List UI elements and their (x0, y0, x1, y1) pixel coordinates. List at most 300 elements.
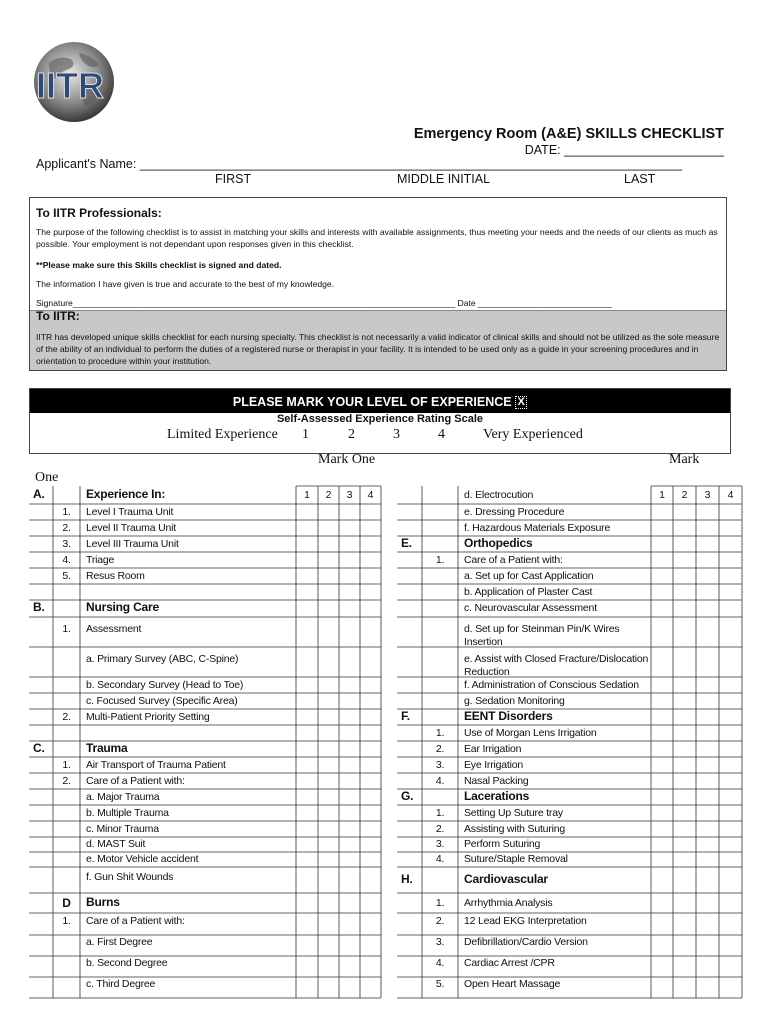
rating-4-checkbox[interactable] (719, 773, 742, 789)
rating-4-checkbox[interactable] (719, 837, 742, 852)
rating-3-checkbox[interactable] (339, 741, 360, 757)
rating-3-checkbox[interactable] (339, 520, 360, 536)
rating-2-checkbox[interactable] (673, 617, 696, 647)
rating-2-checkbox[interactable] (673, 935, 696, 956)
rating-1-checkbox[interactable] (296, 956, 318, 977)
rating-3-checkbox[interactable] (696, 568, 719, 584)
rating-1-checkbox[interactable] (651, 852, 673, 867)
rating-3-checkbox[interactable] (339, 956, 360, 977)
rating-2-checkbox[interactable] (318, 867, 339, 893)
rating-4-checkbox[interactable] (360, 693, 381, 709)
rating-4-checkbox[interactable] (360, 757, 381, 773)
rating-1-checkbox[interactable] (651, 821, 673, 837)
right-row-number: 2. (435, 742, 445, 755)
rating-1-checkbox[interactable] (651, 893, 673, 913)
rating-2-checkbox[interactable] (318, 552, 339, 568)
rating-4-checkbox[interactable] (719, 913, 742, 935)
rating-1-checkbox[interactable] (296, 617, 318, 647)
rating-2-checkbox[interactable] (673, 520, 696, 536)
rating-1-checkbox[interactable] (296, 805, 318, 821)
rating-4-checkbox[interactable] (719, 677, 742, 693)
rating-1-checkbox[interactable] (651, 913, 673, 935)
skill-label: Use of Morgan Lens Irrigation (464, 726, 597, 739)
rating-4-checkbox[interactable] (719, 757, 742, 773)
rating-4-checkbox[interactable] (719, 821, 742, 837)
skill-label: b. Second Degree (86, 957, 168, 969)
rating-2-checkbox[interactable] (318, 852, 339, 867)
rating-4-checkbox[interactable] (719, 693, 742, 709)
skill-label: c. Minor Trauma (86, 822, 159, 835)
rating-4-checkbox[interactable] (719, 647, 742, 677)
rating-4-checkbox[interactable] (360, 935, 381, 956)
rating-1-checkbox[interactable] (651, 956, 673, 977)
rating-4-checkbox[interactable] (360, 568, 381, 584)
left-row-number: 2. (62, 710, 71, 723)
skill-label: Trauma (86, 740, 128, 755)
rating-3-checkbox[interactable] (339, 584, 360, 600)
left-col-3-header: 3 (346, 489, 353, 501)
rating-3-checkbox[interactable] (339, 552, 360, 568)
rating-2-checkbox[interactable] (673, 977, 696, 998)
rating-1-checkbox[interactable] (651, 709, 673, 725)
rating-1-checkbox[interactable] (651, 536, 673, 552)
rating-1-checkbox[interactable] (651, 837, 673, 852)
rating-3-checkbox[interactable] (696, 893, 719, 913)
rating-3-checkbox[interactable] (339, 536, 360, 552)
rating-4-checkbox[interactable] (360, 725, 381, 741)
rating-4-checkbox[interactable] (719, 600, 742, 617)
rating-level-4: 4 (438, 427, 445, 442)
skill-label: Open Heart Massage (464, 978, 561, 990)
rating-2-checkbox[interactable] (318, 741, 339, 757)
rating-1-checkbox[interactable] (296, 486, 318, 504)
rating-1-checkbox[interactable] (296, 837, 318, 852)
rating-1-checkbox[interactable] (296, 913, 318, 935)
rating-2-checkbox[interactable] (318, 647, 339, 677)
rating-1-checkbox[interactable] (296, 600, 318, 617)
rating-2-checkbox[interactable] (673, 773, 696, 789)
rating-4-checkbox[interactable] (360, 837, 381, 852)
right-col-3-header: 3 (704, 489, 711, 501)
rating-level-1: 1 (302, 427, 309, 442)
applicant-name-field[interactable]: Applicant's Name: ______________________________________________________________________________ (36, 157, 683, 171)
left-col-4-header: 4 (367, 489, 374, 501)
rating-3-checkbox[interactable] (696, 520, 719, 536)
rating-4-checkbox[interactable] (719, 520, 742, 536)
skill-label: Care of a Patient with: (464, 553, 563, 566)
rating-1-checkbox[interactable] (296, 647, 318, 677)
rating-4-checkbox[interactable] (360, 821, 381, 837)
rating-2-checkbox[interactable] (318, 568, 339, 584)
rating-3-checkbox[interactable] (339, 504, 360, 520)
rating-2-checkbox[interactable] (318, 693, 339, 709)
rating-2-checkbox[interactable] (673, 568, 696, 584)
rating-3-checkbox[interactable] (696, 821, 719, 837)
rating-4-checkbox[interactable] (360, 741, 381, 757)
skill-label: Level II Trauma Unit (86, 521, 176, 534)
left-row-number: 5. (62, 569, 71, 582)
rating-3-checkbox[interactable] (339, 617, 360, 647)
rating-3-checkbox[interactable] (339, 600, 360, 617)
rating-1-checkbox[interactable] (296, 725, 318, 741)
left-col-2-header: 2 (325, 489, 332, 501)
rating-3-checkbox[interactable] (339, 913, 360, 935)
rating-2-checkbox[interactable] (318, 600, 339, 617)
sign-note: **Please make sure this Skills checklist is signed and dated. (36, 260, 282, 270)
rating-1-checkbox[interactable] (651, 520, 673, 536)
rating-2-checkbox[interactable] (318, 956, 339, 977)
rating-1-checkbox[interactable] (651, 693, 673, 709)
skill-label: Air Transport of Trauma Patient (86, 758, 226, 771)
rating-1-checkbox[interactable] (651, 617, 673, 647)
rating-2-checkbox[interactable] (318, 617, 339, 647)
rating-4-checkbox[interactable] (360, 647, 381, 677)
signature-field[interactable]: Signature________________________________________________________________________________ Date ____________________________ (36, 298, 612, 308)
rating-2-checkbox[interactable] (318, 789, 339, 805)
rating-2-checkbox[interactable] (673, 913, 696, 935)
svg-text:IITR: IITR (36, 65, 104, 106)
rating-2-checkbox[interactable] (318, 584, 339, 600)
rating-3-checkbox[interactable] (696, 805, 719, 821)
rating-1-checkbox[interactable] (296, 789, 318, 805)
left-row-number: 2. (62, 774, 71, 787)
rating-2-checkbox[interactable] (673, 504, 696, 520)
rating-1-checkbox[interactable] (296, 568, 318, 584)
rating-4-checkbox[interactable] (719, 536, 742, 552)
rating-1-checkbox[interactable] (296, 757, 318, 773)
rating-4-checkbox[interactable] (719, 893, 742, 913)
rating-3-checkbox[interactable] (339, 568, 360, 584)
rating-1-checkbox[interactable] (296, 552, 318, 568)
rating-1-checkbox[interactable] (296, 693, 318, 709)
skill-label: 12 Lead EKG Interpretation (464, 914, 587, 927)
rating-3-checkbox[interactable] (696, 709, 719, 725)
skill-label: Ear Irrigation (464, 742, 522, 755)
rating-3-checkbox[interactable] (696, 600, 719, 617)
rating-3-checkbox[interactable] (339, 725, 360, 741)
rating-1-checkbox[interactable] (651, 584, 673, 600)
rating-1-checkbox[interactable] (651, 647, 673, 677)
rating-1-checkbox[interactable] (651, 757, 673, 773)
rating-3-checkbox[interactable] (696, 852, 719, 867)
skill-label: Level III Trauma Unit (86, 537, 179, 550)
skill-label: c. Focused Survey (Specific Area) (86, 694, 238, 707)
rating-3-checkbox[interactable] (696, 867, 719, 893)
rating-2-checkbox[interactable] (673, 757, 696, 773)
rating-4-checkbox[interactable] (360, 584, 381, 600)
right-row-letter: F. (401, 708, 410, 723)
rating-3-checkbox[interactable] (696, 789, 719, 805)
skill-label: Care of a Patient with: (86, 774, 185, 787)
rating-1-checkbox[interactable] (651, 867, 673, 893)
rating-4-checkbox[interactable] (719, 956, 742, 977)
skill-label: Level I Trauma Unit (86, 505, 174, 518)
professionals-heading: To IITR Professionals: (36, 206, 162, 220)
iitr-text: IITR has developed unique skills checklist for each nursing specialty. This checklist is not necessarily a valid indicator of clinical skills and should not be utilized as the sole measure of the ability of an individual to perform the duties of a registered nurse or therapist in your facility. It is intended to be used only as a guide in your screening procedures and in orientation to procedure within your institution. (36, 332, 720, 366)
rating-subtitle: Self-Assessed Experience Rating Scale (276, 413, 484, 425)
rating-1-checkbox[interactable] (296, 867, 318, 893)
rating-2-checkbox[interactable] (673, 893, 696, 913)
skill-label: e. Dressing Procedure (464, 505, 565, 518)
rating-2-checkbox[interactable] (673, 867, 696, 893)
rating-2-checkbox[interactable] (318, 837, 339, 852)
rating-3-checkbox[interactable] (339, 852, 360, 867)
rating-4-checkbox[interactable] (719, 852, 742, 867)
rating-4-checkbox[interactable] (360, 536, 381, 552)
left-row-number: 1. (62, 758, 71, 771)
rating-4-checkbox[interactable] (360, 977, 381, 998)
rating-2-checkbox[interactable] (673, 837, 696, 852)
rating-1-checkbox[interactable] (296, 709, 318, 725)
rating-1-checkbox[interactable] (651, 568, 673, 584)
left-row-number: D (62, 895, 71, 910)
skill-label: Triage (86, 553, 115, 566)
skill-label: f. Gun Shit Wounds (86, 870, 174, 883)
rating-3-checkbox[interactable] (696, 935, 719, 956)
rating-bar-label: PLEASE MARK YOUR LEVEL OF EXPERIENCE (232, 395, 512, 409)
rating-1-checkbox[interactable] (651, 600, 673, 617)
rating-2-checkbox[interactable] (673, 584, 696, 600)
rating-1-checkbox[interactable] (651, 504, 673, 520)
rating-2-checkbox[interactable] (673, 956, 696, 977)
rating-4-checkbox[interactable] (360, 709, 381, 725)
rating-1-checkbox[interactable] (651, 741, 673, 757)
rating-1-checkbox[interactable] (651, 977, 673, 998)
skill-label: a. First Degree (86, 936, 153, 948)
rating-3-checkbox[interactable] (339, 486, 360, 504)
rating-3-checkbox[interactable] (696, 617, 719, 647)
left-row-number: 1. (62, 505, 71, 518)
first-name-label: FIRST (215, 172, 252, 186)
rating-2-checkbox[interactable] (318, 773, 339, 789)
right-row-number: 1. (435, 726, 445, 739)
rating-4-checkbox[interactable] (360, 552, 381, 568)
rating-3-checkbox[interactable] (696, 956, 719, 977)
rating-3-checkbox[interactable] (696, 584, 719, 600)
rating-4-checkbox[interactable] (719, 568, 742, 584)
rating-3-checkbox[interactable] (339, 709, 360, 725)
left-row-letter: B. (33, 600, 45, 614)
left-row-number: 4. (62, 553, 71, 566)
rating-4-checkbox[interactable] (719, 584, 742, 600)
rating-4-checkbox[interactable] (719, 867, 742, 893)
rating-2-checkbox[interactable] (318, 805, 339, 821)
rating-1-checkbox[interactable] (296, 893, 318, 913)
rating-3-checkbox[interactable] (696, 536, 719, 552)
rating-1-checkbox[interactable] (651, 935, 673, 956)
rating-4-checkbox[interactable] (719, 552, 742, 568)
rating-4-checkbox[interactable] (360, 504, 381, 520)
attest-text: The information I have given is true and accurate to the best of my knowledge. (36, 279, 335, 289)
rating-4-checkbox[interactable] (360, 805, 381, 821)
rating-3-checkbox[interactable] (339, 935, 360, 956)
rating-2-checkbox[interactable] (673, 536, 696, 552)
right-row-number: 1. (435, 896, 445, 909)
rating-4-checkbox[interactable] (719, 805, 742, 821)
rating-4-checkbox[interactable] (719, 486, 742, 504)
rating-2-checkbox[interactable] (318, 504, 339, 520)
rating-4-checkbox[interactable] (360, 677, 381, 693)
rating-2-checkbox[interactable] (673, 821, 696, 837)
rating-3-checkbox[interactable] (339, 677, 360, 693)
rating-2-checkbox[interactable] (673, 725, 696, 741)
rating-2-checkbox[interactable] (673, 552, 696, 568)
rating-4-checkbox[interactable] (360, 617, 381, 647)
rating-4-checkbox[interactable] (360, 520, 381, 536)
rating-3-checkbox[interactable] (696, 486, 719, 504)
rating-4-checkbox[interactable] (719, 741, 742, 757)
very-experienced-label: Very Experienced (483, 427, 583, 442)
rating-1-checkbox[interactable] (296, 935, 318, 956)
rating-3-checkbox[interactable] (696, 552, 719, 568)
rating-3-checkbox[interactable] (339, 693, 360, 709)
rating-1-checkbox[interactable] (296, 821, 318, 837)
skill-label: d. Set up for Steinman Pin/K Wires Insertion (464, 622, 620, 648)
rating-1-checkbox[interactable] (651, 725, 673, 741)
rating-1-checkbox[interactable] (651, 773, 673, 789)
rating-2-checkbox[interactable] (673, 789, 696, 805)
rating-2-checkbox[interactable] (673, 600, 696, 617)
rating-3-checkbox[interactable] (339, 647, 360, 677)
rating-1-checkbox[interactable] (296, 677, 318, 693)
rating-1-checkbox[interactable] (651, 677, 673, 693)
right-row-number: 3. (435, 936, 445, 948)
iitr-heading: To IITR: (36, 309, 80, 323)
rating-3-checkbox[interactable] (696, 693, 719, 709)
rating-2-checkbox[interactable] (318, 520, 339, 536)
rating-1-checkbox[interactable] (296, 773, 318, 789)
rating-3-checkbox[interactable] (696, 647, 719, 677)
skill-label: Nasal Packing (464, 774, 529, 787)
rating-4-checkbox[interactable] (360, 893, 381, 913)
rating-2-checkbox[interactable] (318, 913, 339, 935)
rating-4-checkbox[interactable] (360, 867, 381, 893)
rating-3-checkbox[interactable] (339, 821, 360, 837)
rating-1-checkbox[interactable] (296, 520, 318, 536)
rating-4-checkbox[interactable] (719, 977, 742, 998)
rating-4-checkbox[interactable] (719, 789, 742, 805)
rating-3-checkbox[interactable] (339, 789, 360, 805)
rating-3-checkbox[interactable] (696, 757, 719, 773)
right-row-number: 1. (435, 806, 445, 819)
rating-2-checkbox[interactable] (318, 821, 339, 837)
rating-1-checkbox[interactable] (296, 584, 318, 600)
rating-3-checkbox[interactable] (696, 913, 719, 935)
rating-1-checkbox[interactable] (296, 536, 318, 552)
rating-3-checkbox[interactable] (339, 757, 360, 773)
rating-1-checkbox[interactable] (651, 552, 673, 568)
rating-2-checkbox[interactable] (318, 977, 339, 998)
right-row-letter: E. (401, 535, 412, 550)
skill-label: f. Hazardous Materials Exposure (464, 521, 611, 534)
rating-3-checkbox[interactable] (339, 805, 360, 821)
rating-4-checkbox[interactable] (360, 600, 381, 617)
skill-label: Perform Suturing (464, 838, 541, 850)
purpose-text: The purpose of the following checklist is to assist in matching your skills and interests with available assignments, thus meeting your needs and the needs of our clients as much as possible. Your employment is not dependant upon responses given in this checklist. (36, 227, 718, 249)
rating-3-checkbox[interactable] (339, 977, 360, 998)
rating-level-2: 2 (348, 427, 355, 442)
rating-2-checkbox[interactable] (318, 536, 339, 552)
rating-2-checkbox[interactable] (673, 709, 696, 725)
rating-3-checkbox[interactable] (339, 893, 360, 913)
rating-3-checkbox[interactable] (696, 977, 719, 998)
date-field[interactable]: DATE: _______________________ (524, 143, 724, 157)
rating-3-checkbox[interactable] (339, 867, 360, 893)
rating-2-checkbox[interactable] (673, 486, 696, 504)
rating-2-checkbox[interactable] (318, 757, 339, 773)
rating-2-checkbox[interactable] (318, 935, 339, 956)
rating-2-checkbox[interactable] (673, 852, 696, 867)
right-row-number: 4. (435, 774, 445, 787)
rating-2-checkbox[interactable] (673, 805, 696, 821)
rating-2-checkbox[interactable] (673, 741, 696, 757)
left-row-number: 1. (62, 914, 71, 927)
rating-1-checkbox[interactable] (296, 741, 318, 757)
rating-1-checkbox[interactable] (296, 977, 318, 998)
rating-1-checkbox[interactable] (296, 852, 318, 867)
skill-label: EENT Disorders (464, 708, 553, 723)
rating-3-checkbox[interactable] (696, 837, 719, 852)
rating-3-checkbox[interactable] (696, 741, 719, 757)
rating-3-checkbox[interactable] (696, 773, 719, 789)
rating-2-checkbox[interactable] (318, 725, 339, 741)
skill-label: d. MAST Suit (86, 838, 146, 850)
x-mark-icon: X (515, 396, 527, 409)
right-row-number: 4. (435, 957, 445, 969)
rating-1-checkbox[interactable] (651, 789, 673, 805)
skill-label: Suture/Staple Removal (464, 853, 568, 865)
rating-4-checkbox[interactable] (360, 913, 381, 935)
rating-4-checkbox[interactable] (719, 935, 742, 956)
rating-4-checkbox[interactable] (360, 773, 381, 789)
skill-label: a. Primary Survey (ABC, C-Spine) (86, 652, 239, 665)
rating-3-checkbox[interactable] (696, 725, 719, 741)
rating-2-checkbox[interactable] (673, 677, 696, 693)
skill-label: b. Multiple Trauma (86, 806, 169, 819)
skill-label: d. Electrocution (464, 488, 534, 501)
rating-1-checkbox[interactable] (296, 504, 318, 520)
rating-4-checkbox[interactable] (360, 789, 381, 805)
rating-4-checkbox[interactable] (360, 486, 381, 504)
rating-2-checkbox[interactable] (673, 693, 696, 709)
rating-3-checkbox[interactable] (696, 504, 719, 520)
rating-2-checkbox[interactable] (318, 486, 339, 504)
rating-2-checkbox[interactable] (318, 893, 339, 913)
rating-2-checkbox[interactable] (318, 677, 339, 693)
right-row-number: 3. (435, 758, 445, 771)
rating-4-checkbox[interactable] (360, 852, 381, 867)
skill-label: Arrhythmia Analysis (464, 896, 553, 909)
rating-1-checkbox[interactable] (651, 805, 673, 821)
rating-4-checkbox[interactable] (719, 617, 742, 647)
skill-label: Assisting with Suturing (464, 822, 566, 835)
rating-2-checkbox[interactable] (318, 709, 339, 725)
rating-1-checkbox[interactable] (651, 486, 673, 504)
rating-3-checkbox[interactable] (696, 677, 719, 693)
rating-4-checkbox[interactable] (719, 725, 742, 741)
rating-4-checkbox[interactable] (360, 956, 381, 977)
rating-4-checkbox[interactable] (719, 504, 742, 520)
skill-label: a. Set up for Cast Application (464, 569, 594, 582)
middle-initial-label: MIDDLE INITIAL (397, 172, 491, 186)
rating-4-checkbox[interactable] (719, 709, 742, 725)
rating-3-checkbox[interactable] (339, 773, 360, 789)
skill-label: Multi-Patient Priority Setting (86, 710, 210, 723)
skill-label: c. Third Degree (86, 978, 156, 990)
rating-2-checkbox[interactable] (673, 647, 696, 677)
right-row-number: 2. (435, 914, 445, 927)
rating-3-checkbox[interactable] (339, 837, 360, 852)
